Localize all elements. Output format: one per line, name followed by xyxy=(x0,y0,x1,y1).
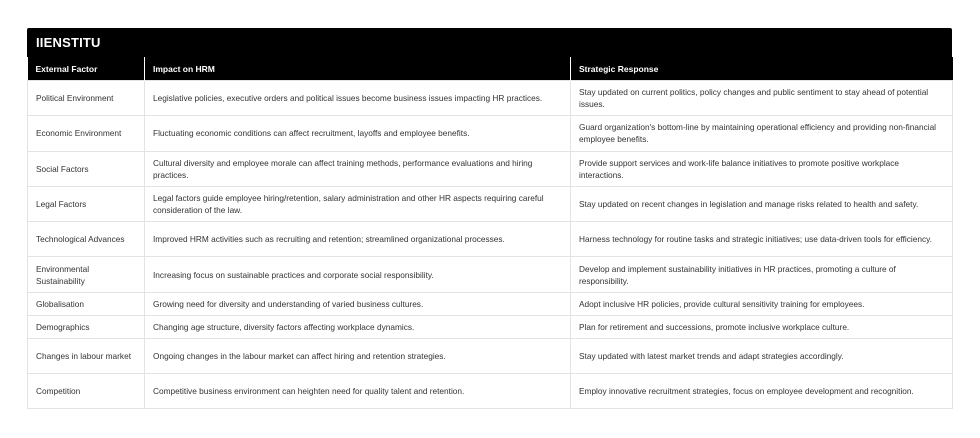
cell-strategic-response: Employ innovative recruitment strategies, focus on employee development and recognition. xyxy=(571,374,953,409)
cell-strategic-response: Guard organization's bottom-line by maintaining operational efficiency and providing non-financial employee benefits. xyxy=(571,116,953,151)
hr-factors-table xyxy=(27,57,953,409)
cell-impact: Growing need for diversity and understanding of varied business cultures. xyxy=(145,292,571,315)
cell-impact: Ongoing changes in the labour market can affect hiring and retention strategies. xyxy=(145,338,571,373)
cell-strategic-response: Provide support services and work-life balance initiatives to promote positive workplace interactions. xyxy=(571,151,953,186)
table-row xyxy=(28,116,953,151)
table-row xyxy=(28,81,953,116)
column-header-impact-on-hrm: Impact on HRM xyxy=(145,57,571,81)
cell-impact: Fluctuating economic conditions can affect recruitment, layoffs and employee benefits. xyxy=(145,116,571,151)
table-row xyxy=(28,222,953,257)
table-row xyxy=(28,257,953,292)
cell-impact: Legal factors guide employee hiring/retention, salary administration and other HR aspects requiring careful consideration of the law. xyxy=(145,186,571,221)
cell-external-factor: Political Environment xyxy=(28,81,145,116)
cell-external-factor: Social Factors xyxy=(28,151,145,186)
cell-external-factor: Legal Factors xyxy=(28,186,145,221)
table-row xyxy=(28,315,953,338)
table-header-row xyxy=(28,57,953,81)
hr-factors-table-card xyxy=(27,28,952,409)
column-header-external-factor: External Factor xyxy=(28,57,145,81)
cell-impact: Legislative policies, executive orders and political issues become business issues impacting HR practices. xyxy=(145,81,571,116)
cell-strategic-response: Adopt inclusive HR policies, provide cultural sensitivity training for employees. xyxy=(571,292,953,315)
brand-banner: IIENSTITU xyxy=(27,28,952,57)
cell-strategic-response: Stay updated on current politics, policy changes and public sentiment to stay ahead of potential issues. xyxy=(571,81,953,116)
cell-strategic-response: Stay updated with latest market trends and adapt strategies accordingly. xyxy=(571,338,953,373)
cell-strategic-response: Harness technology for routine tasks and strategic initiatives; use data-driven tools for efficiency. xyxy=(571,222,953,257)
cell-impact: Improved HRM activities such as recruiting and retention; streamlined organizational processes. xyxy=(145,222,571,257)
cell-external-factor: Changes in labour market xyxy=(28,338,145,373)
cell-external-factor: Technological Advances xyxy=(28,222,145,257)
cell-external-factor: Globalisation xyxy=(28,292,145,315)
cell-strategic-response: Develop and implement sustainability initiatives in HR practices, promoting a culture of responsibility. xyxy=(571,257,953,292)
table-row xyxy=(28,292,953,315)
cell-impact: Increasing focus on sustainable practices and corporate social responsibility. xyxy=(145,257,571,292)
cell-strategic-response: Stay updated on recent changes in legislation and manage risks related to health and safety. xyxy=(571,186,953,221)
cell-impact: Competitive business environment can heighten need for quality talent and retention. xyxy=(145,374,571,409)
table-row xyxy=(28,338,953,373)
cell-external-factor: Competition xyxy=(28,374,145,409)
cell-external-factor: Demographics xyxy=(28,315,145,338)
table-row xyxy=(28,374,953,409)
cell-impact: Cultural diversity and employee morale can affect training methods, performance evaluations and hiring practices. xyxy=(145,151,571,186)
cell-strategic-response: Plan for retirement and successions, promote inclusive workplace culture. xyxy=(571,315,953,338)
table-row xyxy=(28,186,953,221)
cell-external-factor: Environmental Sustainability xyxy=(28,257,145,292)
cell-external-factor: Economic Environment xyxy=(28,116,145,151)
table-row xyxy=(28,151,953,186)
column-header-strategic-response: Strategic Response xyxy=(571,57,953,81)
cell-impact: Changing age structure, diversity factors affecting workplace dynamics. xyxy=(145,315,571,338)
